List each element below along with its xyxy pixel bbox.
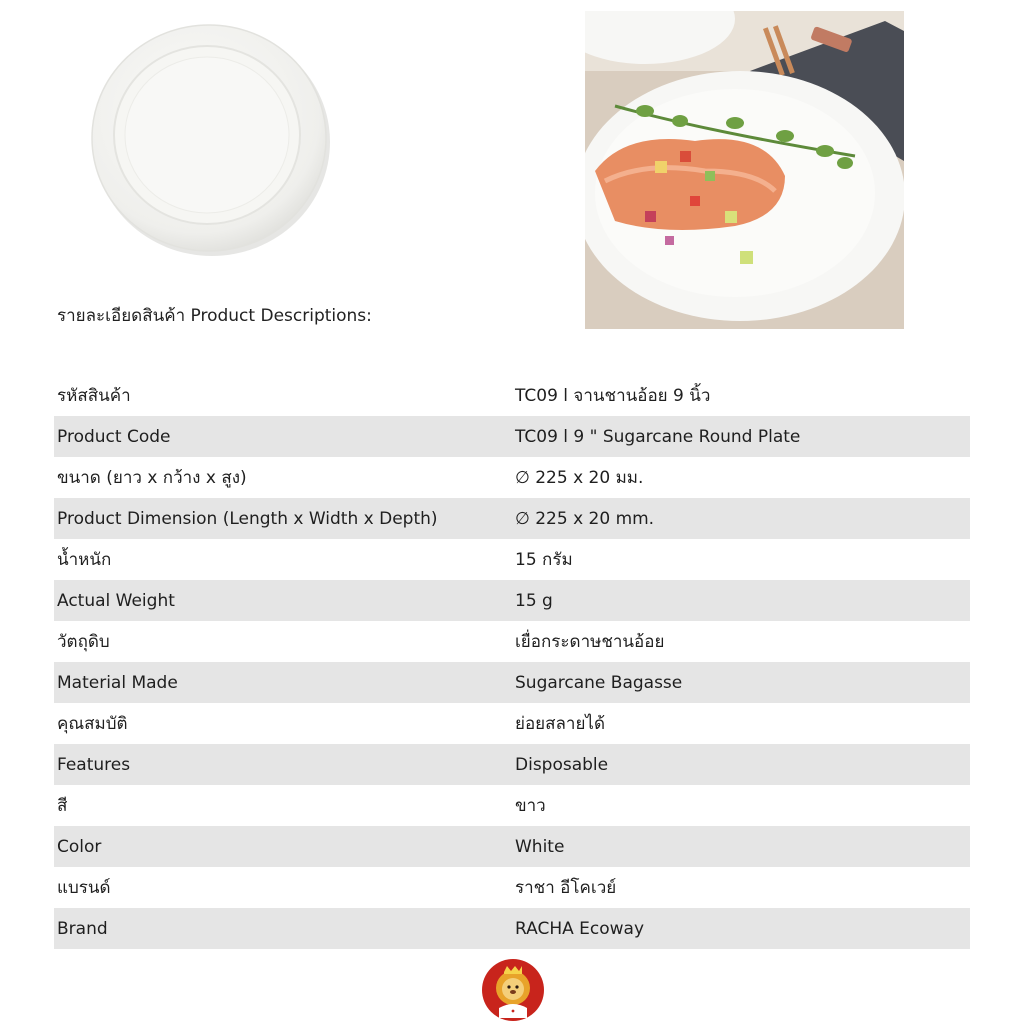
spec-label: Color <box>57 836 102 857</box>
spec-label: Features <box>57 754 131 775</box>
spec-label: Material Made <box>57 672 178 693</box>
spec-label: Brand <box>57 918 108 939</box>
spec-row-dimension-th <box>54 457 970 498</box>
spec-row-weight-en <box>54 580 970 621</box>
spec-label: รหัสสินค้า <box>57 386 131 406</box>
product-descriptions-heading: รายละเอียดสินค้า Product Descriptions: <box>57 306 372 326</box>
spec-label: คุณสมบัติ <box>57 714 128 734</box>
spec-label: Product Dimension (Length x Width x Depth) <box>57 508 438 529</box>
spec-value: ย่อยสลายได้ <box>515 714 606 734</box>
spec-value: TC09 l จานชานอ้อย 9 นิ้ว <box>515 386 711 406</box>
food-serving-image <box>585 11 904 329</box>
spec-row-color-th <box>54 785 970 826</box>
brand-logo-icon <box>481 958 545 1022</box>
spec-row-code-th <box>54 375 970 416</box>
spec-value: 15 g <box>515 590 553 611</box>
spec-row-material-en <box>54 662 970 703</box>
spec-row-weight-th <box>54 539 970 580</box>
spec-row-brand-en <box>54 908 970 949</box>
spec-value: Sugarcane Bagasse <box>515 672 683 693</box>
spec-label: สี <box>57 796 68 816</box>
spec-label: แบรนด์ <box>57 878 111 898</box>
spec-value: ราชา อีโคเวย์ <box>515 878 617 898</box>
spec-label: ขนาด (ยาว x กว้าง x สูง) <box>57 468 247 488</box>
spec-value: ∅ 225 x 20 mm. <box>515 508 655 529</box>
spec-label: Product Code <box>57 426 171 447</box>
spec-row-code-en <box>54 416 970 457</box>
spec-row-brand-th <box>54 867 970 908</box>
spec-value: 15 กรัม <box>515 550 573 570</box>
spec-row-material-th <box>54 621 970 662</box>
spec-value: ขาว <box>515 796 546 816</box>
spec-row-features-th <box>54 703 970 744</box>
spec-value: White <box>515 836 565 857</box>
product-plate-image <box>88 22 332 258</box>
spec-value: TC09 l 9 " Sugarcane Round Plate <box>515 426 801 447</box>
spec-value: เยื่อกระดาษชานอ้อย <box>515 632 665 652</box>
spec-row-dimension-en <box>54 498 970 539</box>
spec-value: Disposable <box>515 754 609 775</box>
spec-label: Actual Weight <box>57 590 175 611</box>
spec-row-features-en <box>54 744 970 785</box>
spec-row-color-en <box>54 826 970 867</box>
spec-value: ∅ 225 x 20 มม. <box>515 468 644 488</box>
spec-value: RACHA Ecoway <box>515 918 645 939</box>
spec-table <box>54 375 970 949</box>
spec-label: น้ำหนัก <box>57 550 112 570</box>
spec-label: วัตถุดิบ <box>57 632 110 652</box>
